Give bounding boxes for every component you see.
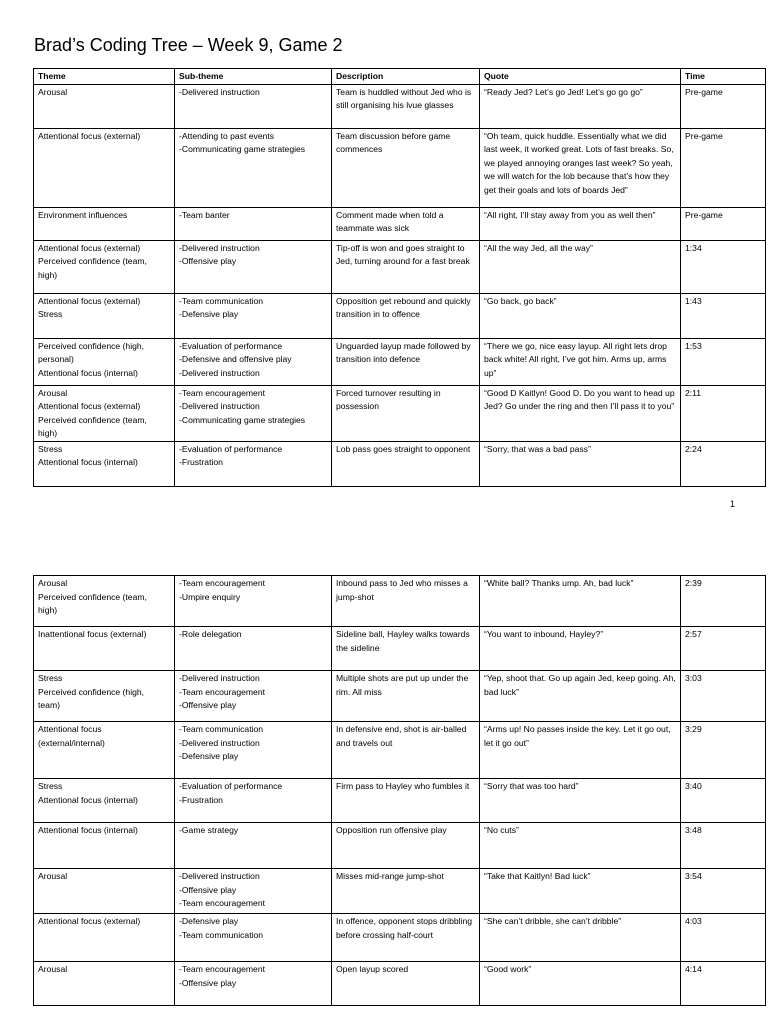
sub-theme-cell-line: -Frustration	[179, 457, 223, 467]
table-row	[34, 338, 766, 385]
quote-cell: “All the way Jed, all the way”	[480, 240, 681, 293]
theme-cell-line: Perceived confidence (team,	[38, 256, 147, 266]
sub-theme-cell	[175, 240, 332, 293]
theme-cell	[34, 869, 175, 914]
theme-cell	[34, 962, 175, 1006]
description-cell: Open layup scored	[332, 962, 480, 1006]
time-cell: 3:48	[681, 823, 766, 869]
theme-cell-line: high)	[38, 605, 58, 615]
sub-theme-cell	[175, 627, 332, 671]
description-cell: Inbound pass to Jed who misses a jump-shot	[332, 576, 480, 627]
table-row	[34, 441, 766, 486]
theme-cell	[34, 823, 175, 869]
sub-theme-cell-line: -Team encouragement	[179, 964, 265, 974]
sub-theme-cell	[175, 576, 332, 627]
theme-cell-line: Perceived confidence (team,	[38, 414, 147, 425]
time-cell: 1:43	[681, 293, 766, 338]
document-title: Brad’s Coding Tree – Week 9, Game 2	[34, 35, 343, 55]
time-cell: 3:54	[681, 869, 766, 914]
description-cell: Lob pass goes straight to opponent	[332, 441, 480, 486]
table-row	[34, 823, 766, 869]
theme-cell-line: Perceived confidence (high,	[38, 686, 145, 697]
theme-cell	[34, 128, 175, 207]
time-cell: 4:03	[681, 914, 766, 962]
sub-theme-cell-line: -Team communication	[179, 295, 264, 306]
theme-cell	[34, 441, 175, 486]
description-cell: Firm pass to Hayley who fumbles it	[332, 779, 480, 823]
description-cell: In defensive end, shot is air-balled and travels out	[332, 722, 480, 779]
table-row	[34, 207, 766, 240]
quote-cell: “All right, I’ll stay away from you as well then”	[480, 207, 681, 240]
sub-theme-cell	[175, 207, 332, 240]
table-row	[34, 385, 766, 441]
theme-cell	[34, 338, 175, 385]
sub-theme-cell-line: -Delivered instruction	[179, 871, 260, 881]
table-row	[34, 293, 766, 338]
sub-theme-cell-line: -Defensive play	[179, 309, 239, 319]
table-row	[34, 627, 766, 671]
sub-theme-cell-line: -Team communication	[179, 929, 264, 940]
description-cell: Unguarded layup made followed by transition into defence	[332, 338, 480, 385]
time-cell: 3:40	[681, 779, 766, 823]
header-time: Time	[681, 69, 766, 85]
table-row	[34, 240, 766, 293]
sub-theme-cell-line: -Delivered instruction	[179, 242, 260, 253]
time-cell: 1:34	[681, 240, 766, 293]
sub-theme-cell-line: -Attending to past events	[179, 130, 275, 141]
sub-theme-cell-line: -Defensive and offensive play	[179, 354, 292, 364]
sub-theme-cell-line: -Defensive play	[179, 751, 239, 761]
sub-theme-cell-line: -Offensive play	[179, 256, 237, 266]
sub-theme-cell-line: -Umpire enquiry	[179, 591, 241, 602]
sub-theme-cell-line: -Delivered instruction	[179, 673, 260, 683]
quote-cell: “Sorry that was too hard”	[480, 779, 681, 823]
quote-cell: “Go back, go back”	[480, 293, 681, 338]
sub-theme-cell	[175, 671, 332, 722]
table-row	[34, 962, 766, 1006]
time-cell: Pre-game	[681, 128, 766, 207]
time-cell: 1:53	[681, 338, 766, 385]
theme-cell-line: Attentional focus (external)	[38, 295, 141, 306]
sub-theme-cell-line: -Communicating game strategies	[179, 144, 306, 154]
sub-theme-cell	[175, 869, 332, 914]
description-cell: Comment made when told a teammate was sick	[332, 207, 480, 240]
sub-theme-cell-line: -Team encouragement	[179, 898, 265, 908]
sub-theme-cell-line: -Delivered instruction	[179, 401, 260, 411]
sub-theme-cell-line: -Evaluation of performance	[179, 781, 283, 791]
sub-theme-cell-line: -Team encouragement	[179, 686, 265, 697]
time-cell: 2:39	[681, 576, 766, 627]
theme-cell-line: Arousal	[38, 964, 68, 974]
header-description: Description	[332, 69, 480, 85]
quote-cell: “Sorry, that was a bad pass”	[480, 441, 681, 486]
theme-cell	[34, 671, 175, 722]
sub-theme-cell	[175, 823, 332, 869]
sub-theme-cell-line: -Team banter	[179, 209, 230, 220]
sub-theme-cell	[175, 293, 332, 338]
sub-theme-cell-line: -Communicating game strategies	[179, 414, 306, 425]
theme-cell	[34, 576, 175, 627]
sub-theme-cell	[175, 385, 332, 441]
time-cell: 2:24	[681, 441, 766, 486]
theme-cell-line: high)	[38, 269, 58, 280]
theme-cell-line: Arousal	[38, 387, 68, 398]
quote-cell: “You want to inbound, Hayley?”	[480, 627, 681, 671]
sub-theme-cell	[175, 914, 332, 962]
sub-theme-cell-line: -Role delegation	[179, 629, 242, 639]
theme-cell-line: Attentional focus (internal)	[38, 794, 138, 805]
theme-cell-line: team)	[38, 700, 60, 710]
table-row	[34, 128, 766, 207]
header-quote: Quote	[480, 69, 681, 85]
theme-cell-line: Attentional focus (external)	[38, 130, 141, 141]
sub-theme-cell-line: -Team communication	[179, 724, 264, 734]
theme-cell-line: Attentional focus (external)	[38, 242, 141, 253]
theme-cell-line: high)	[38, 428, 58, 438]
sub-theme-cell-line: -Offensive play	[179, 977, 237, 988]
time-cell: 3:29	[681, 722, 766, 779]
description-cell: Tip-off is won and goes straight to Jed, turning around for a fast break	[332, 240, 480, 293]
theme-cell-line: Attentional focus (external)	[38, 916, 141, 926]
sub-theme-cell-line: -Delivered instruction	[179, 367, 260, 378]
table-row	[34, 779, 766, 823]
sub-theme-cell-line: -Frustration	[179, 794, 223, 805]
theme-cell-line: Attentional focus (internal)	[38, 457, 138, 467]
table-header-row	[34, 69, 766, 85]
theme-cell	[34, 914, 175, 962]
sub-theme-cell-line: -Delivered instruction	[179, 737, 260, 748]
quote-cell: “Take that Kaitlyn! Bad luck”	[480, 869, 681, 914]
theme-cell-line: Attentional focus (internal)	[38, 367, 138, 378]
quote-cell: “Arms up! No passes inside the key. Let it go out, let it go out”	[480, 722, 681, 779]
sub-theme-cell-line: -Team encouragement	[179, 578, 265, 588]
theme-cell-line: Attentional focus (internal)	[38, 825, 138, 835]
theme-cell	[34, 627, 175, 671]
sub-theme-cell	[175, 722, 332, 779]
description-cell: Opposition get rebound and quickly transition in to offence	[332, 293, 480, 338]
quote-cell: “She can’t dribble, she can’t dribble”	[480, 914, 681, 962]
theme-cell	[34, 722, 175, 779]
sub-theme-cell-line: -Defensive play	[179, 916, 239, 926]
quote-cell: “Yep, shoot that. Go up again Jed, keep going. Ah, bad luck”	[480, 671, 681, 722]
coding-table-page-1	[33, 68, 766, 487]
sub-theme-cell	[175, 338, 332, 385]
time-cell: 4:14	[681, 962, 766, 1006]
theme-cell-line: Stress	[38, 673, 63, 683]
theme-cell-line: Attentional focus (external)	[38, 401, 141, 411]
theme-cell-line: personal)	[38, 354, 74, 364]
theme-cell-line: Arousal	[38, 871, 68, 881]
quote-cell: “Ready Jed? Let’s go Jed! Let’s go go go”	[480, 84, 681, 128]
description-cell: Team discussion before game commences	[332, 128, 480, 207]
sub-theme-cell-line: -Offensive play	[179, 884, 237, 895]
theme-cell-line: (external/internal)	[38, 737, 105, 748]
table-row	[34, 671, 766, 722]
sub-theme-cell	[175, 441, 332, 486]
theme-cell-line: Arousal	[38, 86, 68, 97]
coding-table-page-2	[33, 575, 766, 1006]
quote-cell: “Oh team, quick huddle. Essentially what we did last week, it worked great. Lots of fast breaks. So, we played annoying oranges last week? So yeah, we will watch for the lob because that’s how they get their goals and lots of boards Jed”	[480, 128, 681, 207]
theme-cell-line: Stress	[38, 309, 63, 319]
table-row	[34, 576, 766, 627]
description-cell: Team is huddled without Jed who is still organising his lvue glasses	[332, 84, 480, 128]
header-theme: Theme	[34, 69, 175, 85]
theme-cell	[34, 779, 175, 823]
table-row	[34, 84, 766, 128]
quote-cell: “Good D Kaitlyn! Good D. Do you want to head up Jed? Go under the ring and then I’ll pass it to you”	[480, 385, 681, 441]
theme-cell-line: Perceived confidence (high,	[38, 340, 145, 351]
header-sub-theme: Sub-theme	[175, 69, 332, 85]
quote-cell: “Good work”	[480, 962, 681, 1006]
sub-theme-cell-line: -Delivered instruction	[179, 86, 260, 97]
sub-theme-cell-line: -Offensive play	[179, 700, 237, 710]
sub-theme-cell	[175, 84, 332, 128]
time-cell: 3:03	[681, 671, 766, 722]
quote-cell: “There we go, nice easy layup. All right lets drop back white! All right, I’ve got him. Arms up, arms up”	[480, 338, 681, 385]
quote-cell: “No cuts”	[480, 823, 681, 869]
description-cell: Forced turnover resulting in possession	[332, 385, 480, 441]
time-cell: Pre-game	[681, 84, 766, 128]
description-cell: In offence, opponent stops dribbling before crossing half-court	[332, 914, 480, 962]
table-row	[34, 914, 766, 962]
table-row	[34, 869, 766, 914]
theme-cell-line: Arousal	[38, 578, 68, 588]
theme-cell-line: Stress	[38, 443, 63, 454]
sub-theme-cell-line: -Team encouragement	[179, 387, 265, 398]
theme-cell	[34, 240, 175, 293]
theme-cell-line: Stress	[38, 781, 63, 791]
sub-theme-cell-line: -Game strategy	[179, 825, 239, 835]
time-cell: 2:11	[681, 385, 766, 441]
sub-theme-cell	[175, 779, 332, 823]
time-cell: 2:57	[681, 627, 766, 671]
description-cell: Sideline ball, Hayley walks towards the sideline	[332, 627, 480, 671]
page-number: 1	[730, 499, 736, 509]
quote-cell: “White ball? Thanks ump. Ah, bad luck”	[480, 576, 681, 627]
sub-theme-cell-line: -Evaluation of performance	[179, 340, 283, 351]
sub-theme-cell	[175, 128, 332, 207]
description-cell: Multiple shots are put up under the rim. All miss	[332, 671, 480, 722]
theme-cell-line: Environment influences	[38, 209, 128, 220]
sub-theme-cell-line: -Evaluation of performance	[179, 443, 283, 454]
sub-theme-cell	[175, 962, 332, 1006]
theme-cell-line: Perceived confidence (team,	[38, 591, 147, 602]
theme-cell	[34, 207, 175, 240]
description-cell: Misses mid-range jump-shot	[332, 869, 480, 914]
theme-cell	[34, 293, 175, 338]
time-cell: Pre-game	[681, 207, 766, 240]
theme-cell-line: Inattentional focus (external)	[38, 629, 147, 639]
description-cell: Opposition run offensive play	[332, 823, 480, 869]
table-row	[34, 722, 766, 779]
theme-cell	[34, 84, 175, 128]
theme-cell	[34, 385, 175, 441]
theme-cell-line: Attentional focus	[38, 724, 102, 734]
